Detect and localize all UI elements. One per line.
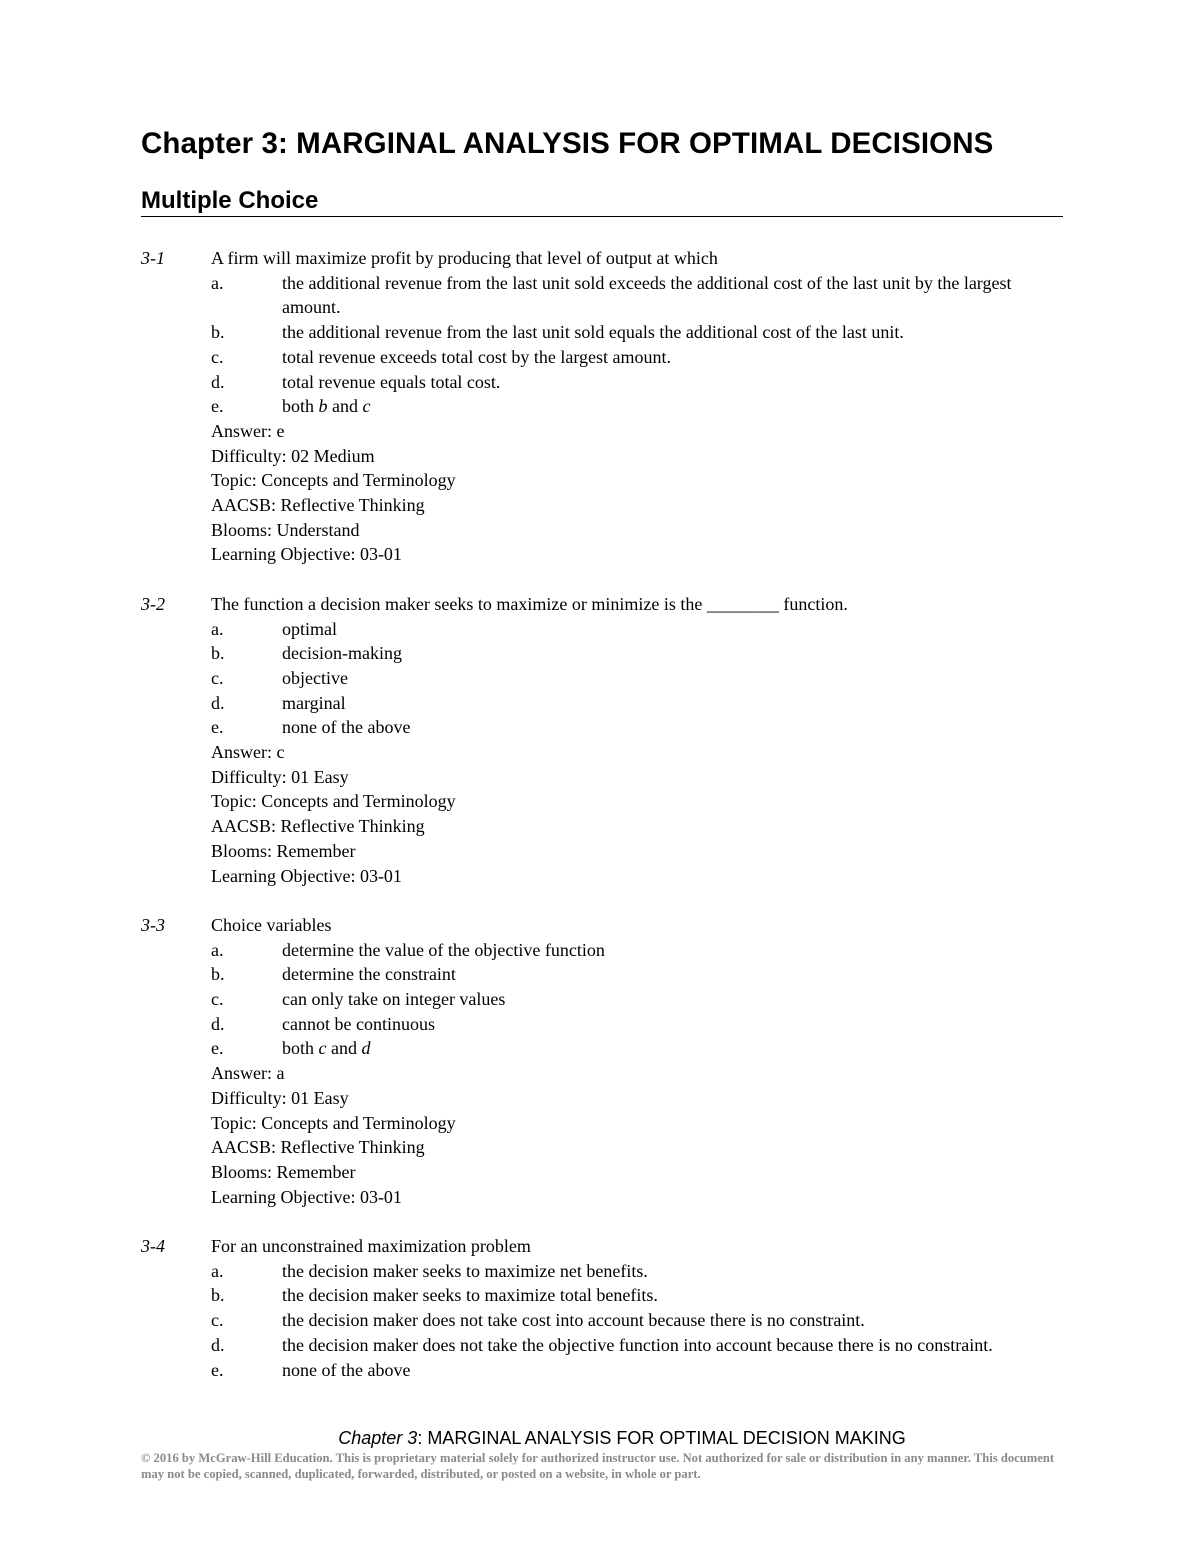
option-text: determine the value of the objective function bbox=[282, 939, 605, 960]
option-c bbox=[141, 666, 1063, 691]
option-e bbox=[141, 1036, 1063, 1061]
option-e bbox=[141, 715, 1063, 740]
option-text-part: both bbox=[282, 1038, 319, 1059]
option-text: total revenue exceeds total cost by the largest amount. bbox=[282, 346, 672, 367]
option-b bbox=[141, 320, 1063, 345]
option-letter: e. bbox=[211, 396, 224, 417]
option-text: the additional revenue from the last unit sold equals the additional cost of the last unit. bbox=[282, 322, 904, 343]
aacsb-line: AACSB: Reflective Thinking bbox=[211, 495, 425, 516]
option-text: the decision maker seeks to maximize total benefits. bbox=[282, 1285, 658, 1306]
question-number: 3-1 bbox=[141, 248, 165, 268]
option-a bbox=[141, 938, 1063, 963]
answer-line: Answer: c bbox=[211, 742, 285, 763]
difficulty-line: Difficulty: 01 Easy bbox=[211, 766, 349, 787]
option-text: cannot be continuous bbox=[282, 1013, 435, 1034]
option-text bbox=[282, 394, 1063, 419]
option-a bbox=[141, 1259, 1063, 1284]
copyright-notice: © 2016 by McGraw-Hill Education. This is proprietary material solely for authorized instructor use. Not authorized for sale or distribution in any manner. This document may not be copied, scanned, duplicated, forwarded, distributed, or posted on a website, in whole or part. bbox=[141, 1451, 1055, 1481]
topic-line: Topic: Concepts and Terminology bbox=[211, 791, 456, 812]
answer-line: Answer: a bbox=[211, 1063, 285, 1084]
question-3-1 bbox=[141, 246, 1063, 567]
footer-title bbox=[141, 1426, 1063, 1450]
option-d bbox=[141, 370, 1063, 395]
option-letter: d. bbox=[211, 371, 225, 392]
option-letter: b. bbox=[211, 643, 225, 664]
option-letter: d. bbox=[211, 1013, 225, 1034]
option-text: optimal bbox=[282, 618, 337, 639]
option-c bbox=[141, 345, 1063, 370]
option-text: the decision maker does not take cost into account because there is no constraint. bbox=[282, 1310, 865, 1331]
option-a bbox=[141, 271, 1063, 320]
option-e bbox=[141, 394, 1063, 419]
learning-objective-line: Learning Objective: 03-01 bbox=[211, 544, 402, 565]
option-b bbox=[141, 962, 1063, 987]
option-text-part: and bbox=[326, 1038, 362, 1059]
question-3-4 bbox=[141, 1234, 1063, 1382]
option-text-emphasis: c bbox=[362, 396, 371, 417]
option-letter: c. bbox=[211, 989, 224, 1010]
question-number: 3-4 bbox=[141, 1236, 165, 1257]
question-3-2 bbox=[141, 592, 1063, 888]
option-c bbox=[141, 987, 1063, 1012]
option-text: marginal bbox=[282, 692, 346, 713]
question-list bbox=[141, 246, 1063, 1407]
option-text: none of the above bbox=[282, 1359, 411, 1380]
aacsb-line: AACSB: Reflective Thinking bbox=[211, 816, 425, 837]
section-title: Multiple Choice bbox=[141, 187, 1063, 217]
option-text: total revenue equals total cost. bbox=[282, 371, 501, 392]
footer-chapter-name: : MARGINAL ANALYSIS FOR OPTIMAL DECISION MAKING bbox=[417, 1428, 906, 1448]
option-letter: a. bbox=[211, 1260, 224, 1281]
option-letter: a. bbox=[211, 272, 224, 293]
topic-line: Topic: Concepts and Terminology bbox=[211, 1112, 456, 1133]
option-letter: d. bbox=[211, 1334, 225, 1355]
difficulty-line: Difficulty: 02 Medium bbox=[211, 445, 375, 466]
option-letter: b. bbox=[211, 322, 225, 343]
aacsb-line: AACSB: Reflective Thinking bbox=[211, 1137, 425, 1158]
option-e bbox=[141, 1358, 1063, 1383]
option-text: the additional revenue from the last unit sold exceeds the additional cost of the last unit by the largest amount. bbox=[282, 272, 1012, 318]
blooms-line: Blooms: Remember bbox=[211, 840, 356, 861]
learning-objective-line: Learning Objective: 03-01 bbox=[211, 865, 402, 886]
option-text-part: and bbox=[327, 396, 363, 417]
blooms-line: Blooms: Understand bbox=[211, 519, 360, 540]
learning-objective-line: Learning Objective: 03-01 bbox=[211, 1186, 402, 1207]
option-text: can only take on integer values bbox=[282, 989, 506, 1010]
option-d bbox=[141, 1012, 1063, 1037]
option-text: the decision maker does not take the objective function into account because there is no constraint. bbox=[282, 1334, 993, 1355]
option-letter: d. bbox=[211, 692, 225, 713]
option-b bbox=[141, 641, 1063, 666]
option-text-emphasis: d bbox=[361, 1038, 371, 1059]
question-text: Choice variables bbox=[211, 914, 332, 935]
question-number: 3-2 bbox=[141, 593, 165, 614]
option-letter: e. bbox=[211, 1038, 224, 1059]
option-d bbox=[141, 691, 1063, 716]
option-text-emphasis: b bbox=[318, 396, 328, 417]
question-text: For an unconstrained maximization problem bbox=[211, 1236, 531, 1257]
question-number: 3-3 bbox=[141, 914, 165, 935]
option-letter: b. bbox=[211, 964, 225, 985]
difficulty-line: Difficulty: 01 Easy bbox=[211, 1087, 349, 1108]
option-text: the decision maker seeks to maximize net benefits. bbox=[282, 1260, 648, 1281]
option-letter: c. bbox=[211, 346, 224, 367]
blooms-line: Blooms: Remember bbox=[211, 1161, 356, 1182]
option-text bbox=[282, 1036, 1063, 1061]
option-letter: a. bbox=[211, 939, 224, 960]
option-d bbox=[141, 1333, 1063, 1358]
question-text: The function a decision maker seeks to maximize or minimize is the ________ function. bbox=[211, 593, 848, 614]
option-text-part: both bbox=[282, 396, 319, 417]
page-footer bbox=[141, 1426, 1063, 1482]
question-text: A firm will maximize profit by producing that level of output at which bbox=[211, 248, 718, 268]
option-text-emphasis: c bbox=[318, 1038, 327, 1059]
option-letter: b. bbox=[211, 1285, 225, 1306]
question-3-3 bbox=[141, 913, 1063, 1209]
option-a bbox=[141, 617, 1063, 642]
chapter-title: Chapter 3: MARGINAL ANALYSIS FOR OPTIMAL DECISIONS bbox=[141, 127, 994, 160]
option-c bbox=[141, 1308, 1063, 1333]
option-text: determine the constraint bbox=[282, 964, 456, 985]
option-letter: e. bbox=[211, 717, 224, 738]
option-text: decision-making bbox=[282, 643, 402, 664]
option-text: objective bbox=[282, 667, 348, 688]
option-letter: a. bbox=[211, 618, 224, 639]
footer-chapter-label: Chapter 3 bbox=[338, 1428, 418, 1448]
topic-line: Topic: Concepts and Terminology bbox=[211, 470, 456, 491]
option-letter: e. bbox=[211, 1359, 224, 1380]
answer-line: Answer: e bbox=[211, 420, 285, 441]
option-letter: c. bbox=[211, 1310, 224, 1331]
option-letter: c. bbox=[211, 667, 224, 688]
option-b bbox=[141, 1283, 1063, 1308]
option-text: none of the above bbox=[282, 717, 411, 738]
